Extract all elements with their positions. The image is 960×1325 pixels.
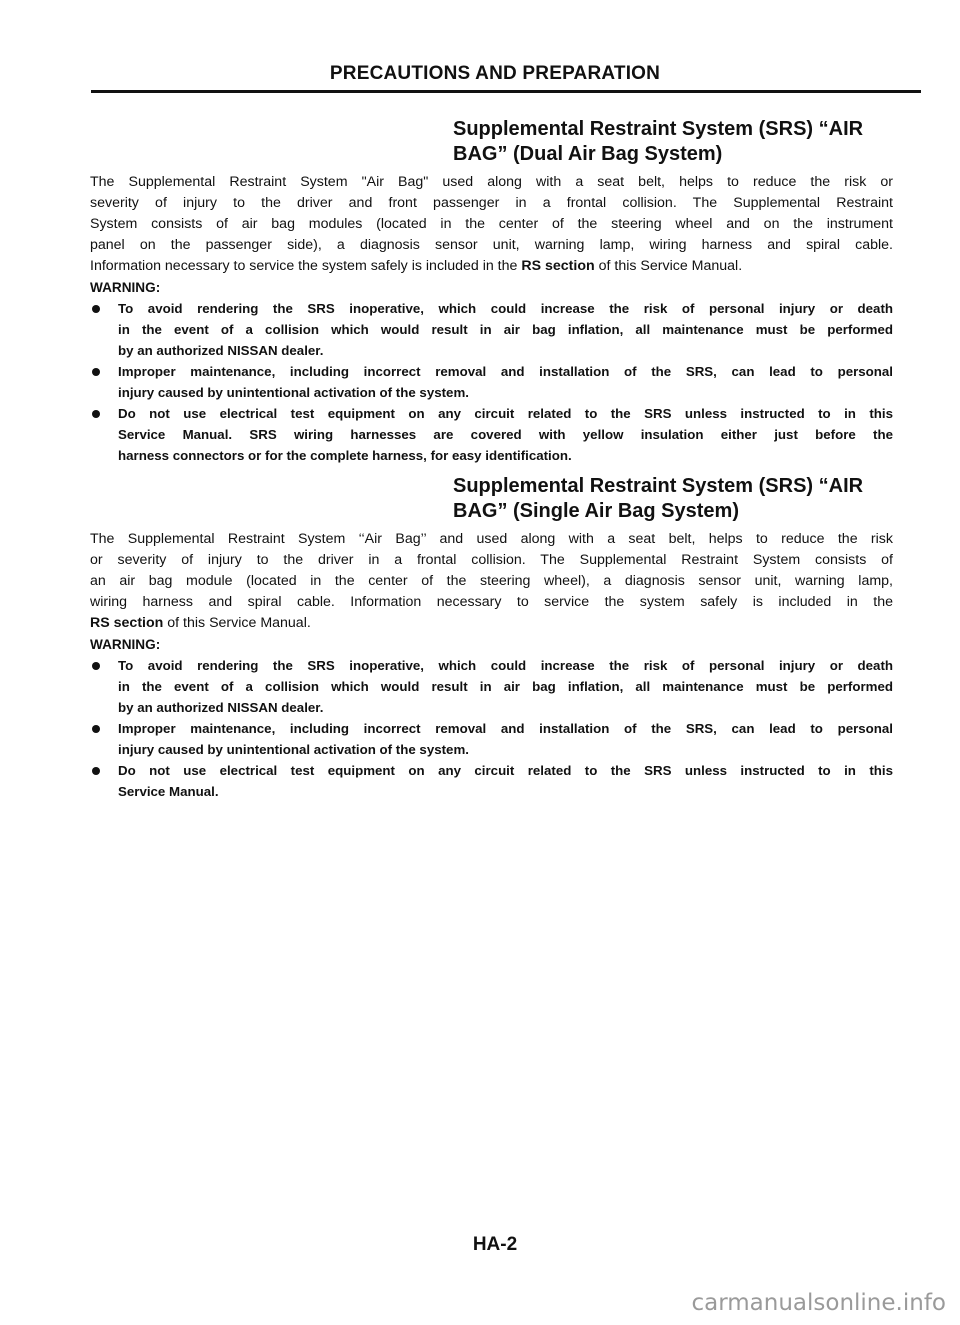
bullet-icon xyxy=(92,662,100,670)
bullet-icon xyxy=(92,410,100,418)
text-segment: Information necessary to service the system safely is included in the xyxy=(90,258,522,274)
section-title-line: BAG” (Single Air Bag System) xyxy=(453,500,739,522)
bullet-line: Service Manual. SRS wiring harnesses are covered with yellow insulation either just before the xyxy=(118,427,893,442)
bullet-line: harness connectors or for the complete harness, for easy identification. xyxy=(118,448,572,463)
paragraph-line xyxy=(90,172,893,193)
paragraph-line xyxy=(90,592,893,613)
section-title xyxy=(453,474,893,524)
paragraph-line xyxy=(90,193,893,214)
bullet-icon xyxy=(92,767,100,775)
bullet-line: Do not use electrical test equipment on any circuit related to the SRS unless instructed to in this xyxy=(118,406,893,421)
header-rule xyxy=(91,90,921,93)
text-segment: of this Service Manual. xyxy=(163,615,311,631)
bullet-line: in the event of a collision which would result in air bag inflation, all maintenance must be performed xyxy=(118,322,893,337)
bullet-line: Do not use electrical test equipment on any circuit related to the SRS unless instructed to in this xyxy=(118,763,893,778)
page-number: HA-2 xyxy=(472,1234,518,1255)
bullet-line: Service Manual. xyxy=(118,784,219,799)
warning-bullet xyxy=(90,298,893,361)
text-segment: severity of injury to the driver and front passenger in a frontal collision. The Supplemental Restraint xyxy=(90,195,893,211)
warning-label: WARNING: xyxy=(90,637,161,652)
paragraph-line xyxy=(90,235,893,256)
bullet-line: To avoid rendering the SRS inoperative, which could increase the risk of personal injury or death xyxy=(118,658,893,673)
page-header: PRECAUTIONS AND PREPARATION xyxy=(329,63,661,84)
paragraph-line xyxy=(90,214,893,235)
bullet-line: Improper maintenance, including incorrect removal and installation of the SRS, can lead to personal xyxy=(118,364,893,379)
bullet-line: injury caused by unintentional activation of the system. xyxy=(118,742,469,757)
paragraph-line xyxy=(90,550,893,571)
section-title xyxy=(453,117,893,167)
text-segment: an air bag module (located in the center of the steering wheel), a diagnosis sensor unit, warning lamp, xyxy=(90,573,893,589)
text-segment: wiring harness and spiral cable. Information necessary to service the system safely is included in the xyxy=(90,594,893,610)
bullet-icon xyxy=(92,368,100,376)
warning-bullet xyxy=(90,760,893,802)
paragraph-line xyxy=(90,256,893,277)
text-segment: of this Service Manual. xyxy=(594,258,743,274)
section-single-air-bag xyxy=(90,474,893,802)
bullet-icon xyxy=(92,305,100,313)
watermark: carmanualsonline.info xyxy=(691,1290,946,1316)
warning-bullet xyxy=(90,403,893,466)
bullet-line: by an authorized NISSAN dealer. xyxy=(118,700,324,715)
paragraph-line xyxy=(90,529,893,550)
section-title-line: BAG” (Dual Air Bag System) xyxy=(453,143,723,165)
warning-bullet xyxy=(90,361,893,403)
bullet-line: by an authorized NISSAN dealer. xyxy=(118,343,324,358)
text-segment: System consists of air bag modules (located in the center of the steering wheel and on the instrument xyxy=(90,216,893,232)
warning-bullet xyxy=(90,655,893,718)
section-title-line: Supplemental Restraint System (SRS) “AIR xyxy=(453,475,864,497)
bullet-line: in the event of a collision which would result in air bag inflation, all maintenance must be performed xyxy=(118,679,893,694)
section-title-line: Supplemental Restraint System (SRS) “AIR xyxy=(453,118,864,140)
paragraph-line xyxy=(90,613,893,634)
paragraph xyxy=(90,529,893,634)
paragraph-line xyxy=(90,571,893,592)
bullet-line: injury caused by unintentional activation of the system. xyxy=(118,385,469,400)
warning-label: WARNING: xyxy=(90,280,161,295)
bullet-line: Improper maintenance, including incorrect removal and installation of the SRS, can lead to personal xyxy=(118,721,893,736)
warning-bullet xyxy=(90,718,893,760)
text-segment: The Supplemental Restraint System ‘‘Air Bag’’ and used along with a seat belt, helps to reduce the risk xyxy=(90,531,893,547)
paragraph xyxy=(90,172,893,277)
text-segment: The Supplemental Restraint System "Air Bag" used along with a seat belt, helps to reduce the risk or xyxy=(90,174,893,190)
text-segment: or severity of injury to the driver in a frontal collision. The Supplemental Restraint System consists of xyxy=(90,552,893,568)
section-dual-air-bag xyxy=(90,117,893,466)
text-segment: panel on the passenger side), a diagnosis sensor unit, warning lamp, wiring harness and spiral cable. xyxy=(90,237,893,253)
bold-reference: RS section xyxy=(521,258,595,274)
bold-reference: RS section xyxy=(90,615,164,631)
bullet-line: To avoid rendering the SRS inoperative, which could increase the risk of personal injury or death xyxy=(118,301,893,316)
bullet-icon xyxy=(92,725,100,733)
